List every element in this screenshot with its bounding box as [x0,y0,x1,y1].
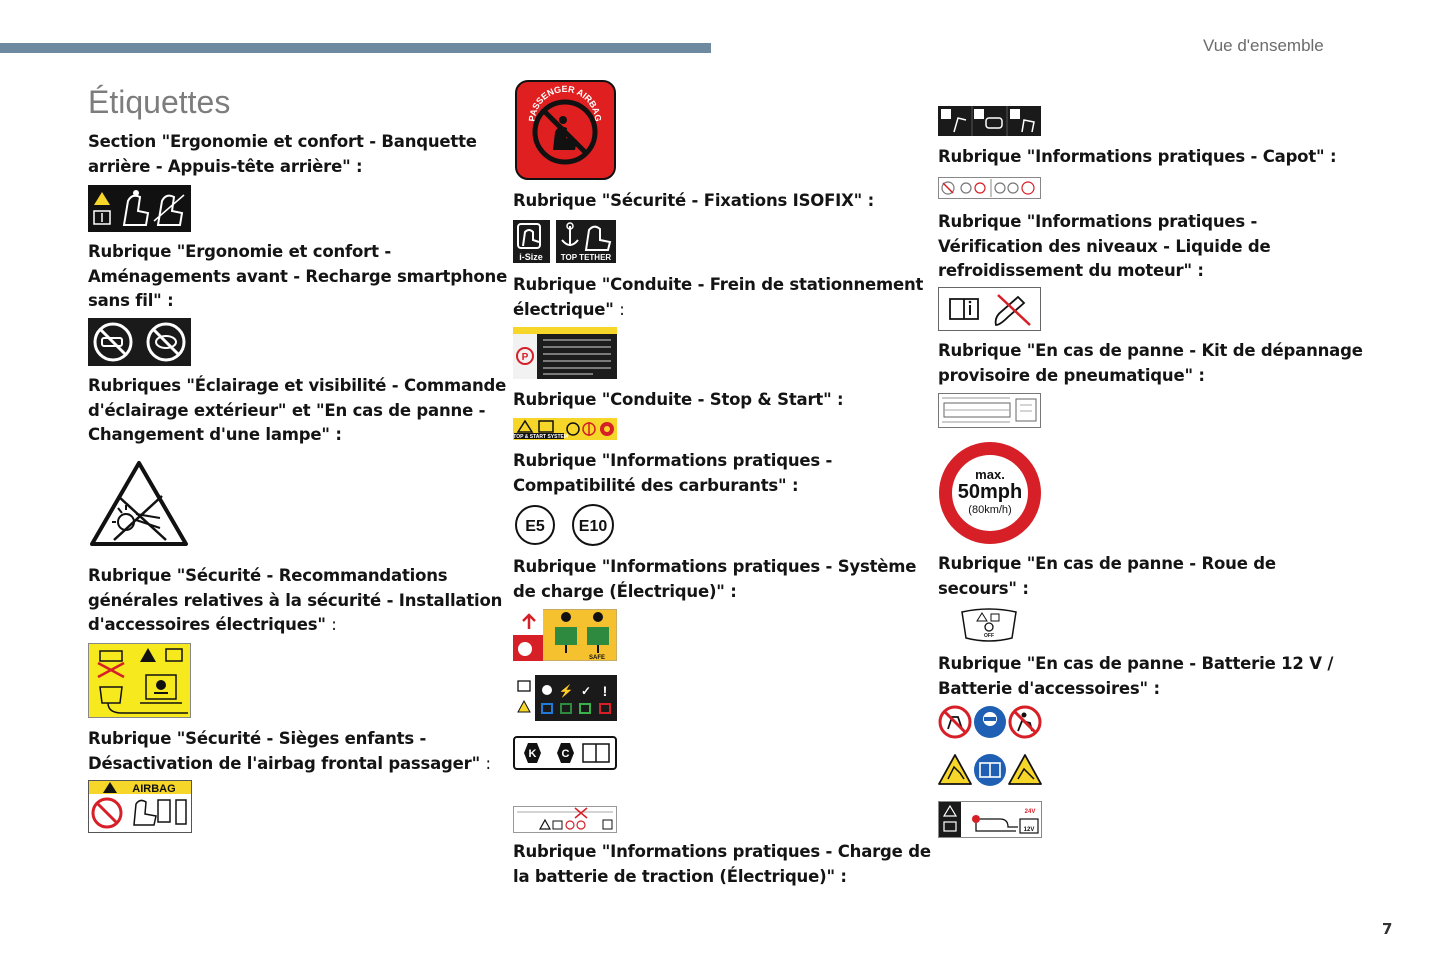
isize-text: i-Size [519,252,543,262]
charging-safety-label [513,609,617,661]
svg-text:⚡: ⚡ [558,684,574,698]
spare-wheel-label [960,608,1018,642]
caption-12v-battery: Rubrique "En cas de panne - Batterie 12 V / Batterie d'accessoires" : [938,654,1334,698]
connector-k-text: K [528,748,537,760]
top-tether-text: TOP TETHER [560,253,612,262]
isize-label [513,220,550,263]
battery-warning-icons [938,753,1042,788]
speed-kmh-text: (80km/h) [968,504,1012,516]
caption-rear-headrest: Section "Ergonomie et confort - Banquette arrière - Appuis-tête arrière" : [88,132,477,176]
airbag-header-text: AIRBAG [132,783,176,795]
volt-24-text: 24V [1024,809,1036,815]
caption-traction-battery: Rubrique "Informations pratiques - Charge de la batterie de traction (Électrique)" : [513,842,931,886]
header-accent-bar [0,43,711,53]
svg-text:!: ! [602,683,608,699]
page-title: Étiquettes [88,84,231,120]
svg-text:P: P [521,352,529,363]
parking-brake-label [513,327,617,379]
caption-spare-wheel: Rubrique "En cas de panne - Roue de secours" : [938,554,1276,598]
stop-start-text: STOP & START SYSTEM [513,434,569,440]
tyre-repair-kit-label [938,393,1041,428]
caption-exterior-lighting: Rubriques "Éclairage et visibilité - Commande d'éclairage extérieur" et "En cas de panne - Changement d'une lampe" : [88,376,507,444]
stop-start-label [513,418,617,440]
bonnet-warning-strip [938,177,1041,199]
fuel-e10-text: E10 [578,518,608,535]
caption-tyre-repair-kit: Rubrique "En cas de panne - Kit de dépannage provisoire de pneumatique" : [938,341,1363,385]
speed-limit-sign [938,441,1042,545]
speed-max-text: max. [975,467,1005,482]
battery-prohibition-icons [938,705,1042,740]
electrical-accessories-label [88,643,191,718]
fuel-e5-text: E5 [525,518,545,535]
lamp-warning-label [88,458,191,550]
coolant-label [938,287,1041,331]
caption-parking-brake: Rubrique "Conduite - Frein de stationnement électrique" : [513,275,924,319]
connector-c-text: C [561,748,570,760]
passenger-airbag-sticker [515,80,616,180]
passenger-airbag-text: PASSENGER AIRBAG [526,83,604,123]
airbag-label [88,780,192,833]
fuel-compatibility-label [513,504,617,546]
page-number: 7 [1382,920,1393,938]
caption-coolant: Rubrique "Informations pratiques - Vérification des niveaux - Liquide de refroidissement du moteur" : [938,212,1271,280]
off-text: OFF [984,633,994,639]
caption-isofix: Rubrique "Sécurité - Fixations ISOFIX" : [513,191,874,210]
svg-text:✓: ✓ [580,684,592,698]
caption-charging-system: Rubrique "Informations pratiques - Système de charge (Électrique)" : [513,557,917,601]
volt-12-text: 12V [1023,827,1035,833]
caption-bonnet: Rubrique "Informations pratiques - Capot" : [938,147,1337,166]
section-label: Vue d'ensemble [1203,36,1324,55]
wireless-charging-label [88,318,191,366]
rear-headrest-label [88,185,191,232]
charge-status-label [513,675,617,721]
top-tether-label [556,220,616,263]
battery-connection-label [938,801,1042,838]
caption-airbag-deactivation: Rubrique "Sécurité - Sièges enfants - Désactivation de l'airbag frontal passager" : [88,729,491,773]
caption-electrical-accessories: Rubrique "Sécurité - Recommandations générales relatives à la sécurité - Installation d'accessoires électriques" : [88,566,503,634]
traction-battery-label [513,806,617,833]
speed-value-text: 50mph [957,481,1023,503]
connector-type-label [513,736,617,770]
caption-stop-start: Rubrique "Conduite - Stop & Start" : [513,390,844,409]
bonnet-label [938,106,1041,136]
safe-text: SAFE [588,655,606,661]
caption-fuel-compatibility: Rubrique "Informations pratiques - Compatibilité des carburants" : [513,451,833,495]
caption-wireless-charging: Rubrique "Ergonomie et confort - Aménagements avant - Recharge smartphone sans fil" : [88,242,508,310]
